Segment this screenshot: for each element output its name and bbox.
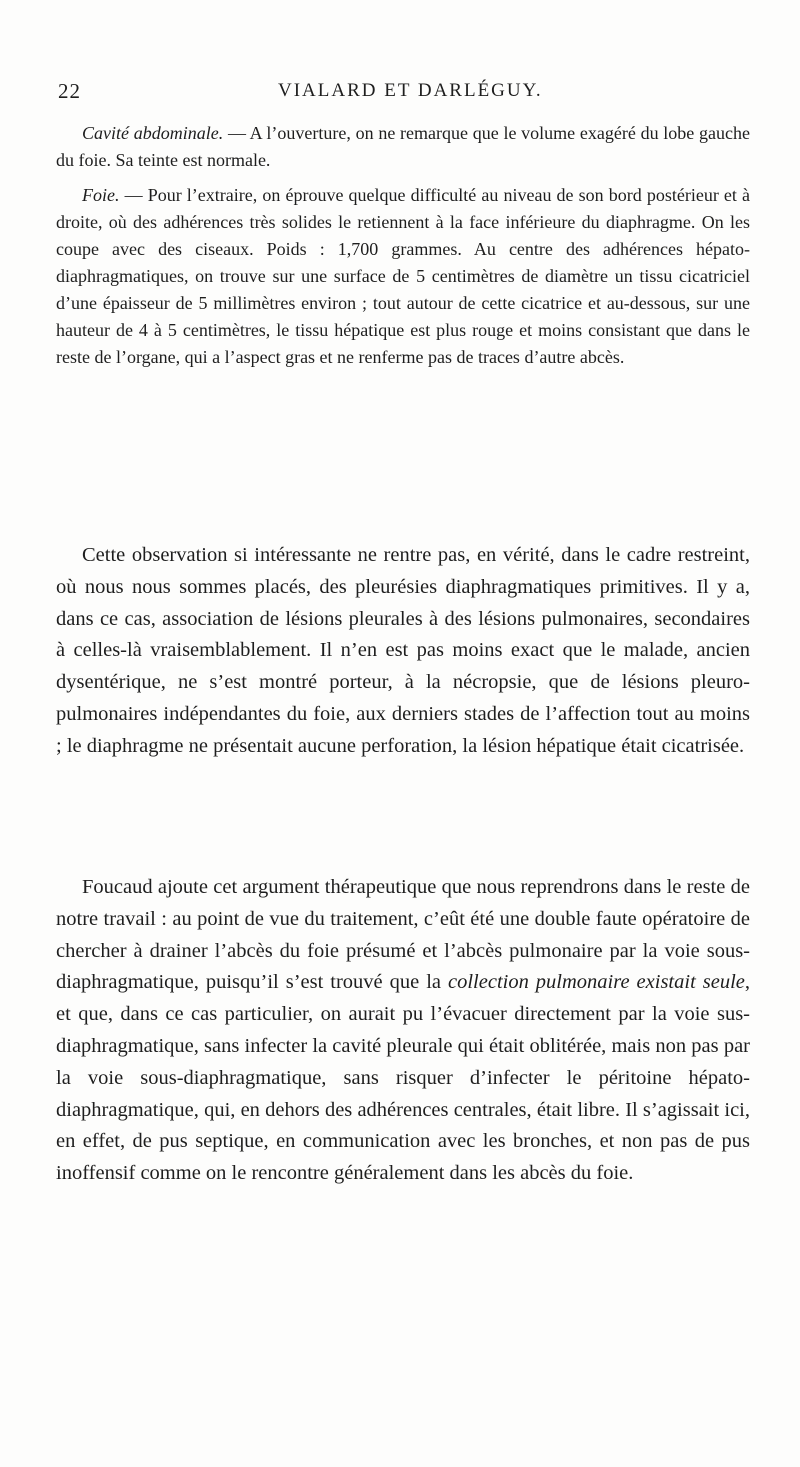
paragraph-observation — [56, 540, 750, 763]
paragraph-text: — A l’ouverture, on ne remarque que le volume exagéré du lobe gauche du foie. Sa teinte est normale. — [56, 123, 750, 170]
page-header — [58, 76, 758, 106]
page-number: 22 — [58, 79, 81, 103]
paragraph-text: , et que, dans ce cas particulier, on aurait pu l’évacuer directement par la voie sus-diaphragmatique, sans infecter la cavité pleurale qui était oblitérée, mais non pas par la voie sous-diaphragmatique, sans risquer d’infecter le péritoine hépato-diaphragmatique, qui, en dehors des adhérences centrales, était libre. Il s’agissait ici, en effet, de pus septique, en communication avec les bronches, et non pas de pus inoffensif comme on le rencontre généralement dans les abcès du foie. — [56, 971, 750, 1185]
paragraph-text: Cette observation si intéressante ne rentre pas, en vérité, dans le cadre restreint, où nous nous sommes placés, des pleurésies diaphragmatiques primitives. Il y a, dans ce cas, association de lésions pleurales à des lésions pulmonaires, secondaires à celles-là vraisemblablement. Il n’en est pas moins exact que le malade, ancien dysentérique, ne s’est montré porteur, à la nécropsie, que de lésions pleuro-pulmonaires indépendantes du foie, aux derniers stades de l’affection tout au moins ; le diaphragme ne présentait aucune perforation, la lésion hépatique était cicatrisée. — [56, 544, 750, 757]
paragraph-lead: Cavité abdominale. — [82, 123, 224, 143]
paragraph-text: — Pour l’extraire, on éprouve quelque difficulté au niveau de son bord postérieur et à droite, où des adhérences très solides le retiennent à la face inférieure du diaphragme. On les coupe avec des ciseaux. Poids : 1,700 grammes. Au centre des adhérences hépato-diaphragmatiques, on trouve sur une surface de 5 centimètres de diamètre un tissu cicatriciel d’une épaisseur de 5 millimètres environ ; tout autour de cette cicatrice et au-dessous, sur une hauteur de 4 à 5 centimètres, le tissu hépatique est plus rouge et moins consistant que dans le reste de l’organe, qui a l’aspect gras et ne renferme pas de traces d’autre abcès. — [56, 185, 750, 367]
paragraph-emphasis: collection pulmonaire existait seule — [448, 971, 745, 994]
paragraph-lead: Foie. — [82, 185, 120, 205]
running-title: VIALARD ET DARLÉGUY. — [278, 80, 543, 101]
paragraph-cavite-abdominale — [56, 120, 750, 174]
paragraph-text: Foucaud ajoute cet argument thérapeutique que nous reprendrons dans le reste de notre travail : au point de vue du traitement, c’eût été une double faute opératoire de chercher à drainer l’abcès du foie présumé et l’abcès pulmonaire par la voie sous-diaphragmatique, puisqu’il s’est trouvé que la — [56, 876, 750, 994]
paragraph-foucaud — [56, 872, 750, 1190]
paragraph-foie — [56, 182, 750, 371]
